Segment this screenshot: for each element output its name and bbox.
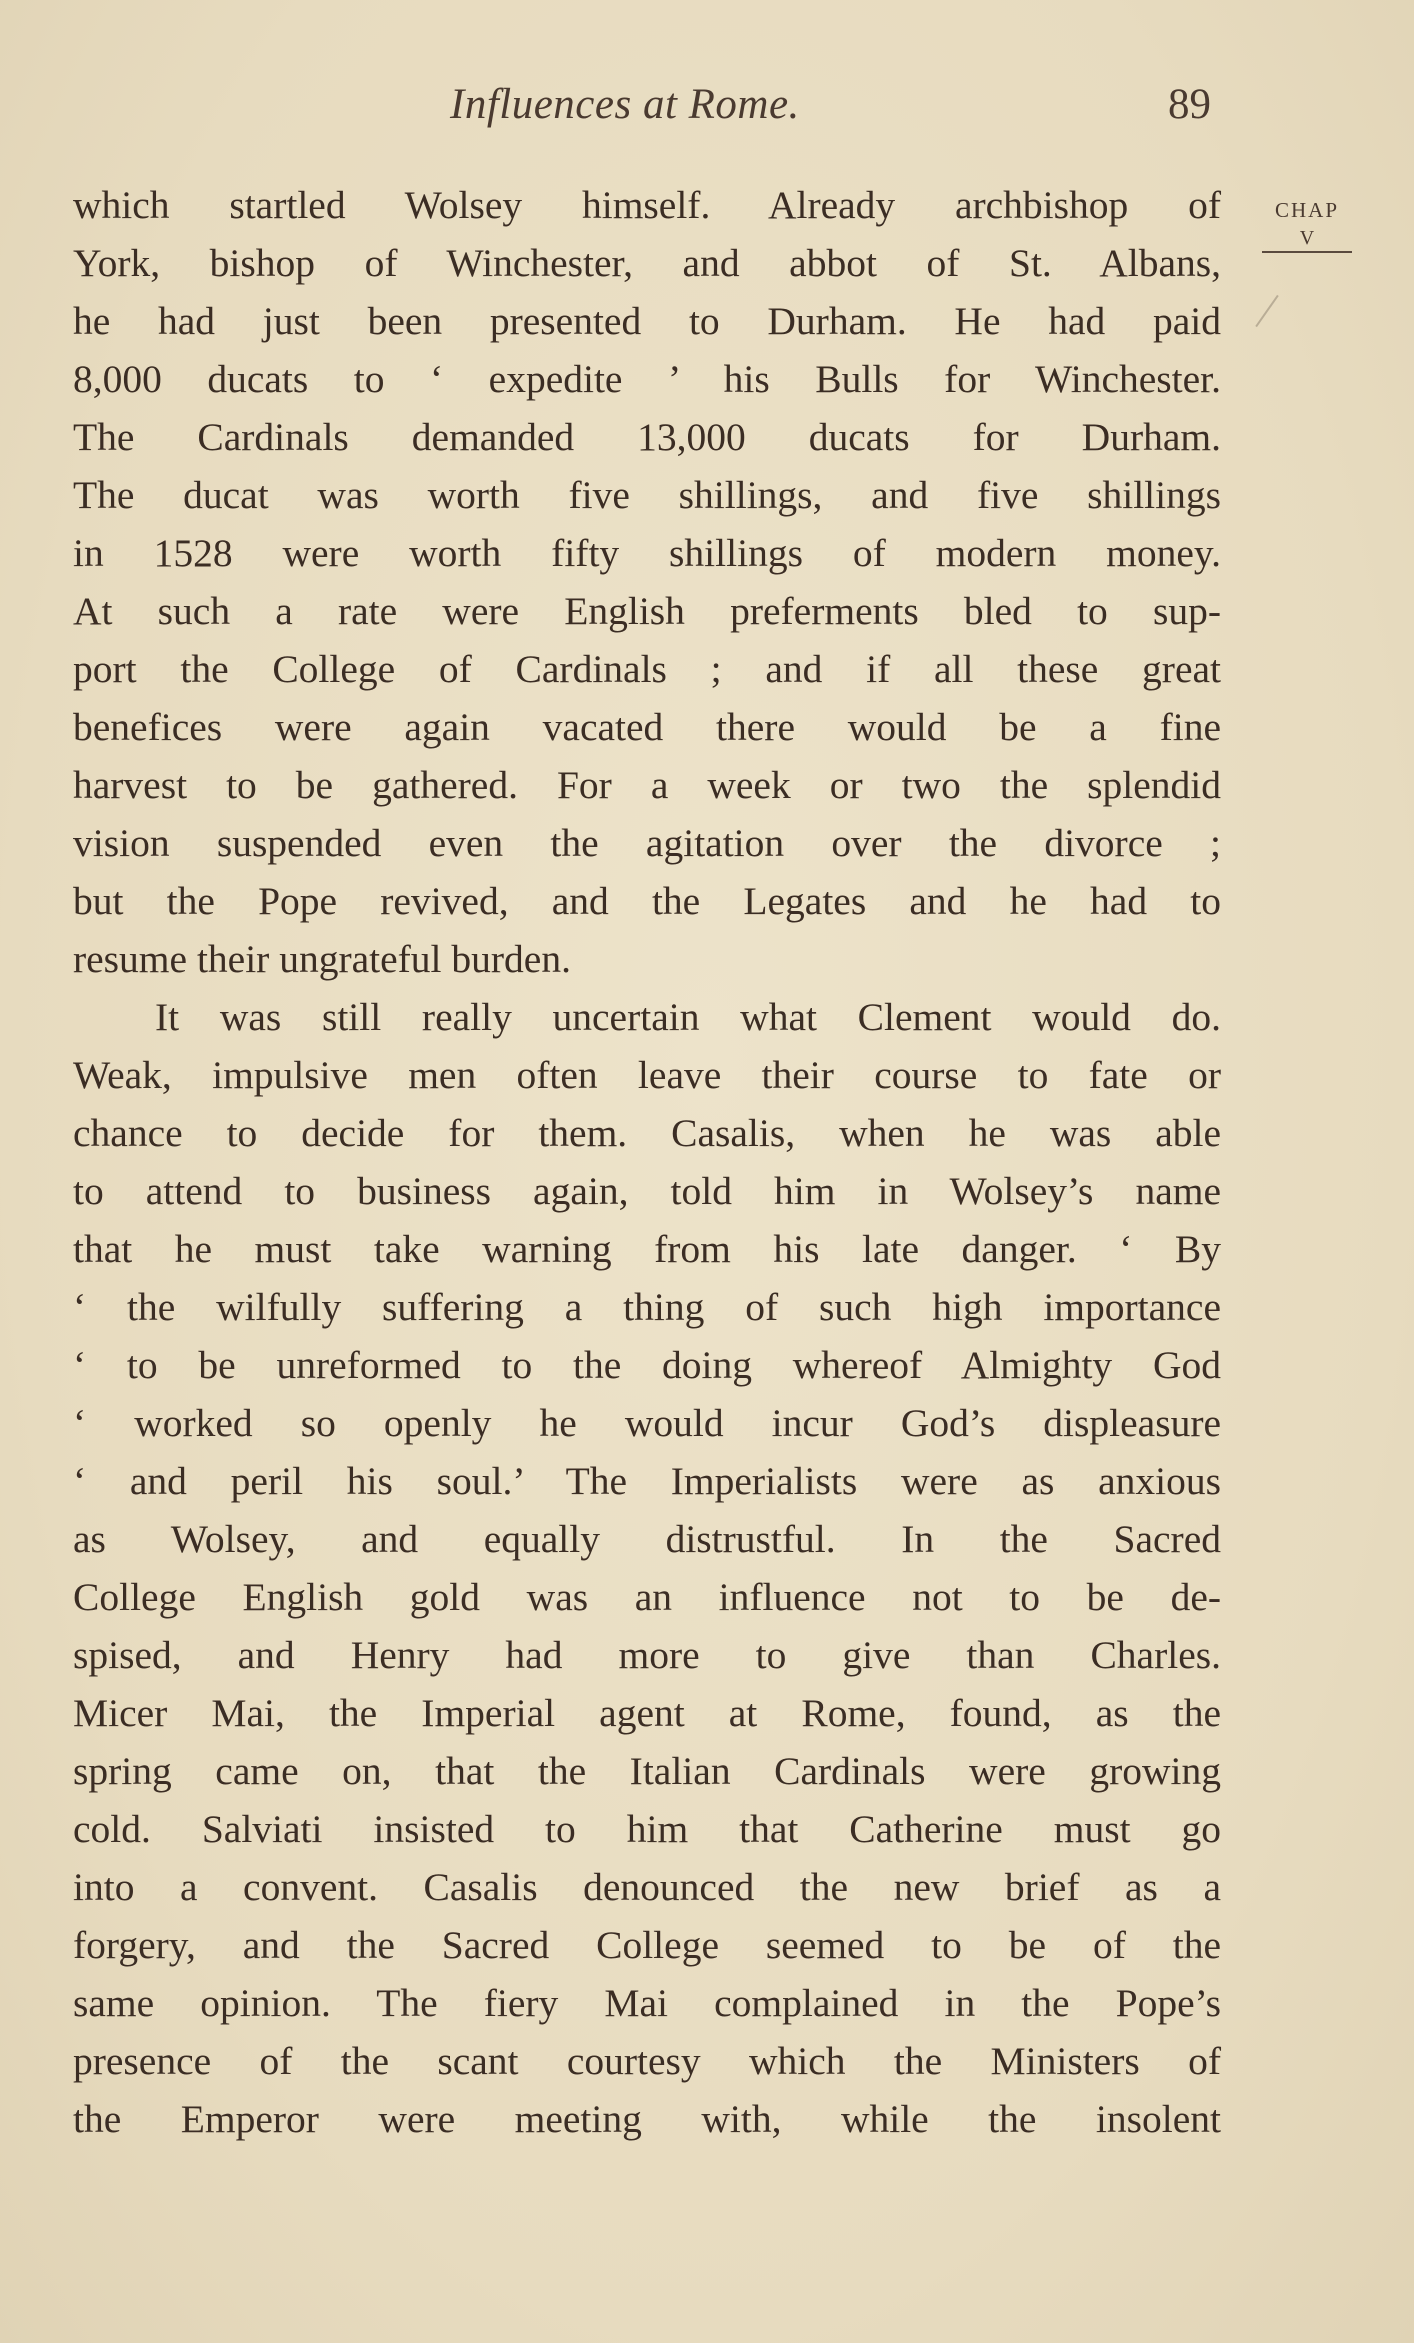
text-line: into a convent. Casalis denounced the new brief as a <box>73 1865 1221 1909</box>
text-line: ‘ and peril his soul.’ The Imperialists were as anxious <box>73 1459 1221 1503</box>
page-number: 89 <box>1168 81 1211 128</box>
text-line: which startled Wolsey himself. Already archbishop of <box>73 183 1221 227</box>
running-title: Influences at Rome. <box>450 81 800 128</box>
text-line: ‘ to be unreformed to the doing whereof Almighty God <box>73 1343 1221 1387</box>
side-note-chap-label: CHAP <box>1274 198 1340 222</box>
chapter-side-note <box>1262 198 1352 253</box>
text-line: port the College of Cardinals ; and if all these great <box>73 647 1221 691</box>
text-line: forgery, and the Sacred College seemed to be of the <box>73 1923 1221 1967</box>
text-line: benefices were again vacated there would be a fine <box>73 705 1221 749</box>
text-line: but the Pope revived, and the Legates and he had to <box>73 879 1221 923</box>
paragraph-first-line: It was still really uncertain what Clement would do. <box>155 995 1221 1039</box>
text-line: the Emperor were meeting with, while the insolent <box>73 2097 1221 2141</box>
text-line: Micer Mai, the Imperial agent at Rome, found, as the <box>73 1691 1221 1735</box>
text-line: harvest to be gathered. For a week or two the splendid <box>73 763 1221 807</box>
body-text <box>73 176 1221 2148</box>
text-line: he had just been presented to Durham. He had paid <box>73 299 1221 343</box>
text-line: to attend to business again, told him in Wolsey’s name <box>73 1169 1221 1213</box>
text-line: At such a rate were English preferments bled to sup- <box>73 589 1221 633</box>
text-line: chance to decide for them. Casalis, when he was able <box>73 1111 1221 1155</box>
text-line: York, bishop of Winchester, and abbot of St. Albans, <box>73 241 1221 285</box>
text-line: The ducat was worth five shillings, and five shillings <box>73 473 1221 517</box>
margin-pencil-mark <box>1255 295 1278 327</box>
text-line: presence of the scant courtesy which the Ministers of <box>73 2039 1221 2083</box>
text-line: College English gold was an influence not to be de- <box>73 1575 1221 1619</box>
text-line: spring came on, that the Italian Cardinals were growing <box>73 1749 1221 1793</box>
text-line: that he must take warning from his late danger. ‘ By <box>73 1227 1221 1271</box>
text-line: spised, and Henry had more to give than Charles. <box>73 1633 1221 1677</box>
text-line: The Cardinals demanded 13,000 ducats for Durham. <box>73 415 1221 459</box>
text-line: Weak, impulsive men often leave their course to fate or <box>73 1053 1221 1097</box>
text-line: same opinion. The fiery Mai complained in the Pope’s <box>73 1981 1221 2025</box>
text-line: in 1528 were worth fifty shillings of modern money. <box>73 531 1221 575</box>
side-note-chapter-number: V <box>1299 227 1315 249</box>
text-line: ‘ worked so openly he would incur God’s displeasure <box>73 1401 1221 1445</box>
running-head <box>0 80 1414 140</box>
text-line: 8,000 ducats to ‘ expedite ’ his Bulls for Winchester. <box>73 357 1221 401</box>
text-line: ‘ the wilfully suffering a thing of such high importance <box>73 1285 1221 1329</box>
side-note-rule <box>1262 251 1352 253</box>
text-line: cold. Salviati insisted to him that Catherine must go <box>73 1807 1221 1851</box>
paragraph-last-line: resume their ungrateful burden. <box>73 937 571 981</box>
text-line: as Wolsey, and equally distrustful. In the Sacred <box>73 1517 1221 1561</box>
text-line: vision suspended even the agitation over the divorce ; <box>73 821 1221 865</box>
